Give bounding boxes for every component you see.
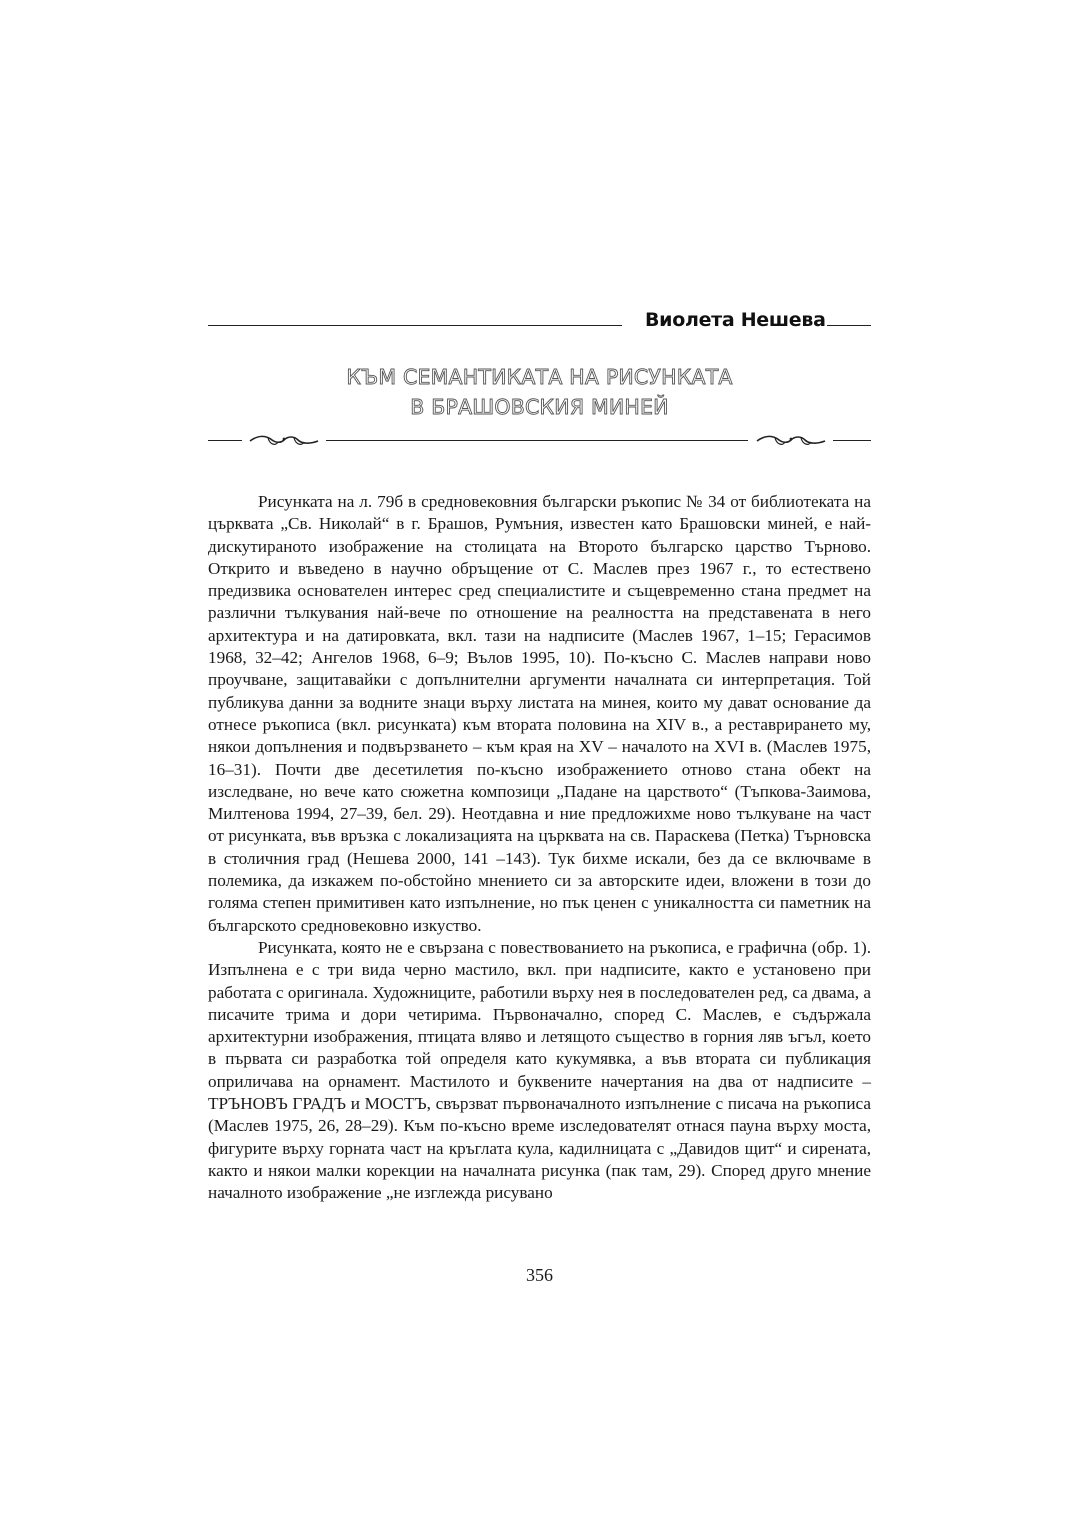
divider-rule-segment bbox=[326, 440, 748, 441]
body-paragraph: Рисунката, която не е свързана с повествованието на ръкописа, е графична (обр. 1). Изпълнена е с три вида черно мастило, вкл. при надписите, както е установено при работата с оригинала. Художниците, работили върху нея в последователен ред, са двама, а писачите трима и дори четирима. Първоначално, според С. Маслев, е съдържала архитектурни изображения, птицата вляво и летящото същество в горния ляв ъгъл, което в първата си разработка той определя като кукумявка, а във втората си публикация оприличава на орнамент. Мастилото и буквените начертания на два от надписите – ТРЪНОВЪ ГРАДЪ и МОСТЪ, свързват първоначалното изпълнение с писача на ръкописа (Маслев 1975, 26, 28–29). Към по-късно време изследователят отнася пауна върху моста, фигурите върху горната част на кръглата кула, кадилницата с „Давидов щит“ и сирената, както и някои малки корекции на началната рисунка (пак там, 29). Според друго мнение началното изображение „не изглежда рисувано bbox=[208, 937, 871, 1203]
scroll-flourish-ornament-icon bbox=[755, 434, 827, 448]
title-ornament-divider bbox=[208, 432, 871, 450]
title-line-2: В БРАШОВСКИЯ МИНЕЙ bbox=[410, 395, 669, 419]
article-title bbox=[208, 362, 871, 422]
header-rule-left bbox=[208, 325, 622, 326]
article-body bbox=[208, 491, 871, 1205]
header-rule-right bbox=[827, 325, 871, 326]
page-number: 356 bbox=[526, 1265, 553, 1285]
running-header bbox=[208, 307, 871, 337]
author-name: Виолета Нешева bbox=[645, 309, 826, 331]
title-line-1: КЪМ СЕМАНТИКАТА НА РИСУНКАТА bbox=[346, 365, 733, 389]
body-paragraph: Рисунката на л. 79б в средновековния български ръкопис № 34 от библиотеката на църквата „Св. Николай“ в г. Брашов, Румъния, известен като Брашовски миней, е най-дискутираното изображение на столицата на Второто българско царство Търново. Открито и въведено в научно обръщение от С. Маслев през 1967 г., то естествено предизвика основателен интерес сред специалистите и същевременно стана предмет на различни тълкувания най-вече по отношение на реалността на представената в него архитектура и на датировката, вкл. тази на надписите (Маслев 1967, 1–15; Герасимов 1968, 32–42; Ангелов 1968, 6–9; Вълов 1995, 10). По-късно С. Маслев направи ново проучване, защитавайки с допълнителни аргументи началната си интерпретация. Той публикува данни за водните знаци върху листата на минея, които му дават основание да отнесе ръкописа (вкл. рисунката) към втората половина на XIV в., а реставрирането му, някои допълнения и подвързването – към края на XV – началото на XVI в. (Маслев 1975, 16–31). Почти две десетилетия по-късно изображението отново стана обект на изследване, но вече като сюжетна композици „Падане на царството“ (Тъпкова-Заимова, Милтенова 1994, 27–39, бел. 29). Неотдавна и ние предложихме ново тълкуване на част от рисунката, във връзка с локализацията на църквата на св. Параскева (Петка) Търновска в столичния град (Нешева 2000, 141 –143). Тук бихме искали, без да се включваме в полемика, да изкажем по-обстойно мнението си за авторските идеи, вложени в този до голяма степен примитивен като изпълнение, но пък ценен с уникалността си паметник на българското средновековно изкуство. bbox=[208, 492, 871, 935]
divider-rule-segment bbox=[208, 440, 242, 441]
scroll-flourish-ornament-icon bbox=[248, 434, 320, 448]
divider-rule-segment bbox=[833, 440, 871, 441]
